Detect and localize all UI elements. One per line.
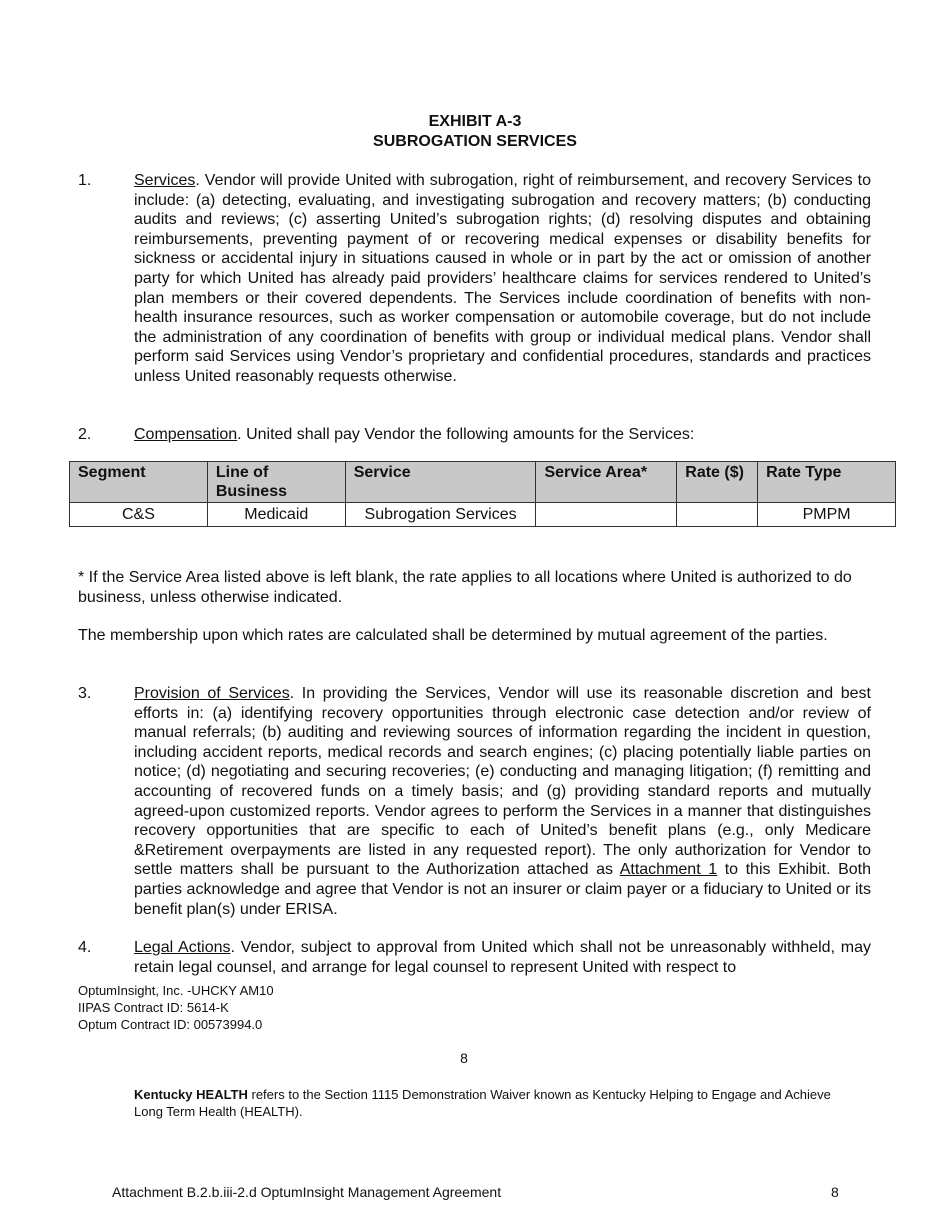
section-2-paragraph — [134, 425, 871, 445]
footer-company: OptumInsight, Inc. -UHCKY AM10 — [78, 983, 274, 998]
attachment-footer-page: 8 — [831, 1184, 839, 1200]
kentucky-health-text: refers to the Section 1115 Demonstration Waiver known as Kentucky Helping to Engage and Achieve Long Term Health (HEALTH). — [134, 1087, 831, 1119]
rate-table — [69, 461, 896, 527]
col-header-rate: Rate ($) — [677, 462, 758, 503]
col-header-service-area: Service Area* — [536, 462, 677, 503]
footer-iipas-contract: IIPAS Contract ID: 5614-K — [78, 1000, 229, 1015]
col-header-rate-type: Rate Type — [758, 462, 896, 503]
exhibit-title: EXHIBIT A-3 — [428, 113, 522, 130]
section-3-text-b: to this Exhibit. Both parties acknowledge and agree that Vendor is not an insurer or claim payer or a fiduciary to United or its benefit plan(s) under ERISA. — [134, 861, 872, 918]
col-header-line-of-business: Line of Business — [207, 462, 345, 503]
section-3-heading: Provision of Services — [134, 685, 290, 702]
footer-optum-contract: Optum Contract ID: 00573994.0 — [78, 1017, 263, 1032]
section-4-text: . Vendor, subject to approval from United which shall not be unreasonably withheld, may retain legal counsel, and arrange for legal counsel to represent United with respect to — [134, 939, 872, 976]
section-4-heading: Legal Actions — [134, 939, 231, 956]
cell-service-area — [536, 503, 677, 527]
section-1-text: . Vendor will provide United with subrogation, right of reimbursement, and recovery Services to include: (a) detecting, evaluating, and investigating subrogation and recovery matters; (b) conducting audits and reviews; (c) asserting United’s subrogation rights; (d) resolving disputes and obtaining reimbursements, preventing payment of or recovering medical expenses or disability benefits for sickness or accidental injury in situations caused in whole or in part by the act or omission of another party for which United has already paid providers’ healthcare claims for services rendered to United’s plan members or their covered dependents. The Services include coordination of benefits with non-health insurance resources, such as worker compensation or automobile coverage, but do not include the administration of any coordination of benefits with group or individual medical plans. Vendor shall perform said Services using Vendor’s proprietary and confidential procedures, standards and practices unless United reasonably requests otherwise. — [134, 172, 871, 385]
page-number: 8 — [460, 1050, 468, 1066]
cell-rate — [677, 503, 758, 527]
cell-service: Subrogation Services — [345, 503, 536, 527]
kentucky-health-note — [134, 1086, 854, 1120]
section-2-text: . United shall pay Vendor the following amounts for the Services: — [237, 426, 695, 443]
section-1-number: 1. — [78, 172, 92, 189]
cell-line-of-business: Medicaid — [207, 503, 345, 527]
section-3-paragraph — [134, 684, 871, 919]
cell-rate-type: PMPM — [758, 503, 896, 527]
exhibit-subtitle: SUBROGATION SERVICES — [373, 133, 577, 150]
section-1-paragraph — [134, 171, 871, 387]
section-2-number: 2. — [78, 426, 92, 443]
membership-paragraph: The membership upon which rates are calculated shall be determined by mutual agreement of the parties. — [78, 627, 828, 644]
section-4-paragraph — [134, 938, 871, 977]
table-row — [70, 503, 896, 527]
section-4-number: 4. — [78, 939, 92, 956]
col-header-segment: Segment — [70, 462, 208, 503]
section-1-heading: Services — [134, 172, 196, 189]
kentucky-health-term: Kentucky HEALTH — [134, 1087, 248, 1102]
service-area-footnote: * If the Service Area listed above is left blank, the rate applies to all locations where United is authorized to do business, unless otherwise indicated. — [78, 569, 852, 606]
cell-segment: C&S — [70, 503, 208, 527]
attachment-1-link[interactable]: Attachment 1 — [619, 861, 718, 879]
section-3-text-a: . In providing the Services, Vendor will use its reasonable discretion and best efforts in: (a) identifying recovery opportunities through electronic case detection and/or review of manual referrals; (b) auditing and reviewing sources of information regarding the incident in question, including accident reports, medical records and search engines; (c) placing potentially liable parties on notice; (d) negotiating and securing recoveries; (e) conducting and managing litigation; (f) remitting and accounting of recovered funds on a timely basis; and (g) providing standard reports and mutually agreed-upon customized reports. Vendor agrees to perform the Services in a manner that distinguishes recovery opportunities that are specific to each of United’s benefit plans (e.g., only Medicare &Retirement overpayments are listed in any requested report). The only authorization for Vendor to settle matters shall be pursuant to the Authorization attached as — [134, 685, 871, 879]
col-header-service: Service — [345, 462, 536, 503]
section-2-heading: Compensation — [134, 426, 238, 443]
section-3-number: 3. — [78, 685, 92, 702]
rate-table-header-row — [70, 462, 896, 503]
attachment-footer-label: Attachment B.2.b.iii-2.d OptumInsight Management Agreement — [112, 1184, 502, 1200]
